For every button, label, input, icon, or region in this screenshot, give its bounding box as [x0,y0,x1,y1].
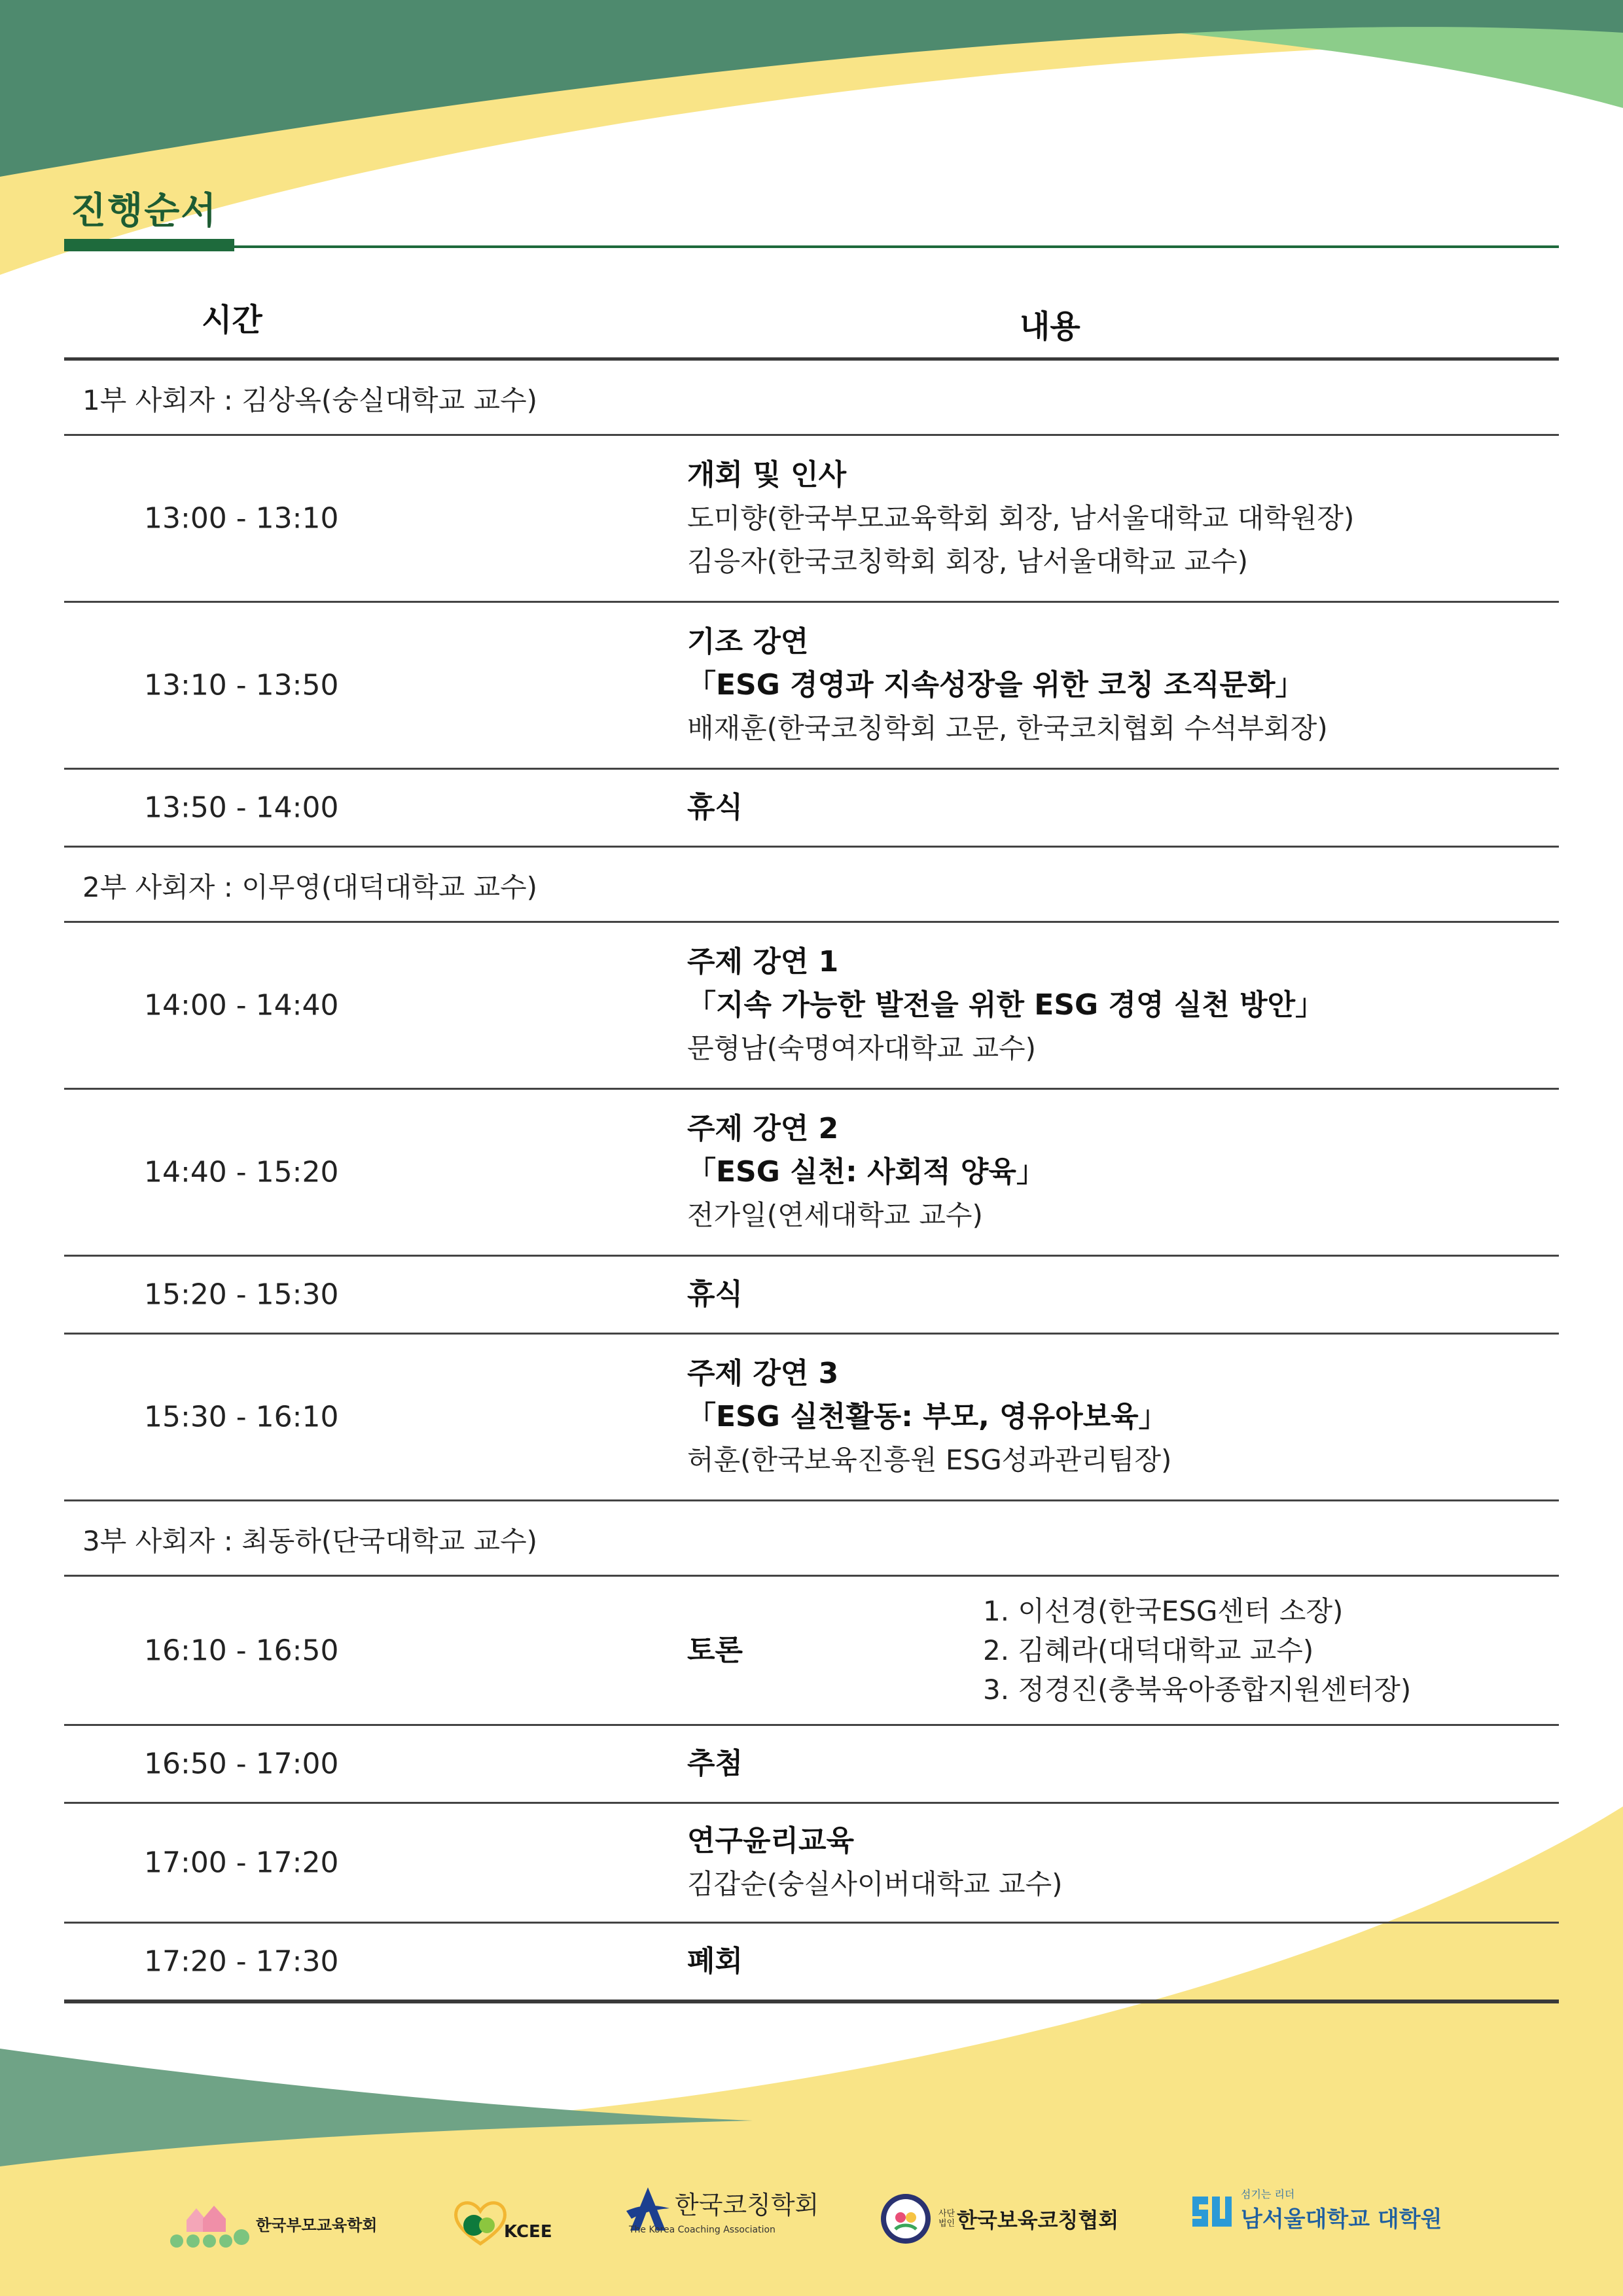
item-speaker: 김응자(한국코칭학회 회장, 남서울대학교 교수) [687,545,1249,577]
table-row [64,1726,1559,1804]
time-cell: 15:30 - 16:10 [144,1400,339,1434]
item-title: 주제 강연 2 [687,1112,839,1145]
content-cell [687,620,1328,750]
logo-slogan: 섬기는 리더 [1241,2188,1295,2200]
content-cell [687,1629,743,1672]
item-speaker: 전가일(연세대학교 교수) [687,1199,983,1231]
content-cell [687,1107,1045,1237]
item-title: 토론 [687,1633,743,1667]
content-cell [687,1820,1063,1906]
item-title: 연구윤리교육 [687,1824,855,1857]
item-speaker: 김갑순(숭실사이버대학교 교수) [687,1868,1063,1900]
time-cell: 13:50 - 14:00 [144,791,339,825]
content-cell [687,941,1324,1070]
time-cell: 15:20 - 15:30 [144,1278,339,1312]
table-row [64,603,1559,770]
header-content: 내용 [1020,308,1080,345]
time-cell: 14:40 - 15:20 [144,1155,339,1189]
logo-subtitle: The Korea Coaching Association [629,2225,776,2235]
time-cell: 17:00 - 17:20 [144,1846,339,1880]
table-row [64,436,1559,603]
table-header [64,275,1559,361]
logo-label: 한국코칭학회 [675,2191,819,2219]
logo-label: KCEE [504,2222,552,2242]
su-mark-icon [1188,2183,1234,2236]
footer-logos [0,2160,1623,2278]
panelist: 2. 김혜라(대덕대학교 교수) [983,1634,1314,1666]
time-cell: 16:50 - 17:00 [144,1747,339,1781]
logo-kcee [448,2193,552,2251]
panelist: 3. 정경진(충북육아종합지원센터장) [983,1673,1412,1706]
item-speaker: 문형남(숙명여자대학교 교수) [687,1032,1036,1064]
time-cell: 13:00 - 13:10 [144,501,339,535]
round-seal-icon [878,2191,933,2246]
logo-coaching-association [625,2185,819,2237]
item-title: 주제 강연 3 [687,1357,839,1390]
content-cell [687,1352,1171,1482]
title-rule [64,245,1559,248]
header-time: 시간 [202,302,262,338]
table-row [64,923,1559,1090]
logo-prefix: 사단법인 [938,2209,955,2229]
logo-parent-education [167,2194,377,2253]
table-row [64,1257,1559,1335]
item-subtitle: 「지속 가능한 발전을 위한 ESG 경영 실천 방안」 [687,988,1325,1022]
content-cell [687,1940,743,1983]
table-row [64,1335,1559,1501]
item-title: 폐회 [687,1945,743,1978]
houses-dots-icon [167,2194,252,2253]
heart-circles-icon [448,2193,513,2251]
item-title: 휴식 [687,791,743,824]
logo-text-block [1241,2186,1442,2233]
table-row [64,1577,1559,1726]
logo-text-block [629,2185,819,2235]
session-label: 2부 사회자 : 이무영(대덕대학교 교수) [82,871,538,903]
item-title: 주제 강연 1 [687,945,839,978]
session-row-1 [64,361,1559,436]
panel-list [983,1592,1411,1710]
item-title: 개회 및 인사 [687,458,847,492]
schedule-table [64,275,1559,2003]
time-cell: 13:10 - 13:50 [144,668,339,702]
time-cell: 16:10 - 16:50 [144,1634,339,1667]
table-row [64,1924,1559,2003]
logo-childcare-coaching [878,2191,1118,2246]
logo-label: 한국보육코칭협회 [957,2208,1119,2233]
session-row-3 [64,1501,1559,1577]
item-speaker: 배재훈(한국코칭학회 고문, 한국코치협회 수석부회장) [687,712,1328,744]
time-cell: 17:20 - 17:30 [144,1945,339,1979]
item-subtitle: 「ESG 경영과 지속성장을 위한 코칭 조직문화」 [687,668,1304,702]
content-cell [687,1742,743,1785]
logo-namseoul-graduate [1188,2183,1442,2236]
item-subtitle: 「ESG 실천활동: 부모, 영유아보육」 [687,1400,1168,1433]
title-accent-bar [64,239,234,251]
panelist: 1. 이선경(한국ESG센터 소장) [983,1594,1344,1627]
page-title: 진행순서 [71,190,218,232]
session-label: 3부 사회자 : 최동하(단국대학교 교수) [82,1525,538,1557]
content-cell [687,1273,743,1316]
content-cell [687,786,743,829]
logo-label: 남서울대학교 대학원 [1241,2206,1442,2233]
content-cell [687,454,1354,583]
table-row [64,1804,1559,1924]
time-cell: 14:00 - 14:40 [144,988,339,1022]
logo-label: 한국부모교육학회 [256,2215,378,2234]
item-speaker: 허훈(한국보육진흥원 ESG성과관리팀장) [687,1444,1172,1476]
item-title: 추첨 [687,1747,743,1780]
item-title: 휴식 [687,1278,743,1311]
item-subtitle: 「ESG 실천: 사회적 양육」 [687,1155,1045,1189]
item-title: 기조 강연 [687,625,809,658]
item-speaker: 도미향(한국부모교육학회 회장, 남서울대학교 대학원장) [687,502,1355,534]
session-label: 1부 사회자 : 김상옥(숭실대학교 교수) [82,384,538,416]
table-row [64,1090,1559,1257]
table-row [64,770,1559,848]
session-row-2 [64,848,1559,923]
